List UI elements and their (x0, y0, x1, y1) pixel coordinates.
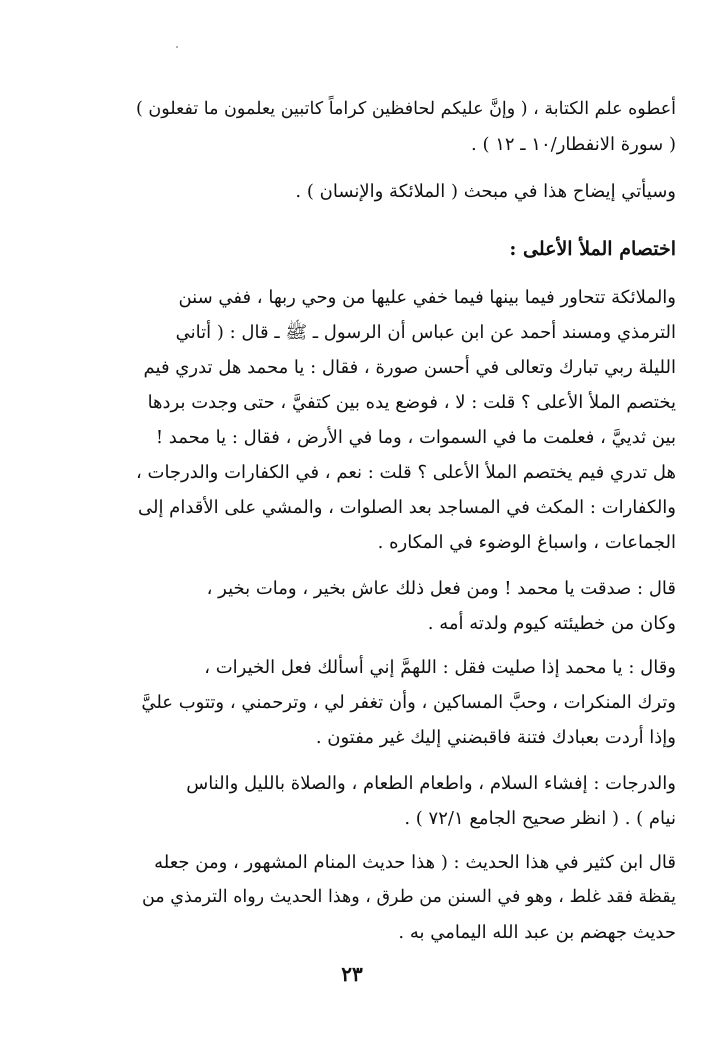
paragraph-said-truth (128, 571, 676, 641)
text-line: نيام ) . ( انظر صحيح الجامع ٧٢/١ ) . (404, 808, 676, 829)
paragraph-supplication (128, 650, 676, 755)
text-line: والدرجات : إفشاء السلام ، واطعام الطعام ، والصلاة بالليل والناس (186, 773, 676, 794)
paragraph-hadith (128, 280, 676, 560)
text-line: وكان من خطيئته كيوم ولدته أمه . (427, 613, 676, 634)
paragraph-degrees (128, 766, 676, 836)
text-line: وسيأتي إيضاح هذا في مبحث ( الملائكة والإنسان ) . (295, 181, 676, 202)
paragraph-quran-verse (128, 92, 676, 162)
text-line: ( سورة الانفطار/١٠ ـ ١٢ ) . (471, 134, 676, 155)
text-line: الليلة ربي تبارك وتعالى في أحسن صورة ، فقال : يا محمد هل تدري فيم (143, 357, 676, 378)
text-line: والملائكة تتحاور فيما بينها فيما خفي عليها من وحي ربها ، ففي سنن (178, 287, 676, 308)
text-line: الجماعات ، واسباغ الوضوء في المكاره . (377, 532, 676, 553)
text-line: أعطوه علم الكتابة ، ( وإنَّ عليكم لحافظين كراماً كاتبين يعلمون ما تفعلون ) (135, 99, 676, 119)
text-line: قال : صدقت يا محمد ! ومن فعل ذلك عاش بخير ، ومات بخير ، (206, 578, 676, 599)
page-number: ٢٣ (341, 962, 363, 986)
text-line: يختصم الملأ الأعلى ؟ قلت : لا ، فوضع يده بين كتفيَّ ، حتى وجدت بردها (147, 392, 676, 413)
text-line: الترمذي ومسند أحمد عن ابن عباس أن الرسول ـ ﷺ ـ قال : ( أتاني (175, 322, 676, 343)
text-line: يقظة فقد غلط ، وهو في السنن من طرق ، وهذا الحديث رواه الترمذي من (141, 887, 676, 907)
text-line: قال ابن كثير في هذا الحديث : ( هذا حديث المنام المشهور ، ومن جعله (154, 852, 676, 873)
text-line: حديث جهضم بن عبد الله اليمامي به . (398, 922, 676, 943)
paragraph-reference (128, 174, 676, 209)
text-line: والكفارات : المكث في المساجد بعد الصلوات ، والمشي على الأقدام إلى (137, 497, 676, 518)
section-heading: اختصام الملأ الأعلى : (509, 238, 676, 260)
paragraph-ibn-kathir (128, 845, 676, 950)
text-line: وترك المنكرات ، وحبَّ المساكين ، وأن تغفر لي ، وترحمني ، وتتوب عليَّ (141, 692, 676, 713)
text-line: بين ثدييَّ ، فعلمت ما في السموات ، وما في الأرض ، فقال : يا محمد ! (155, 427, 676, 448)
text-line: وقال : يا محمد إذا صليت فقل : اللهمَّ إني أسألك فعل الخيرات ، (204, 657, 676, 678)
text-line: وإذا أردت بعبادك فتنة فاقبضني إليك غير مفتون . (315, 727, 676, 748)
text-line: هل تدري فيم يختصم الملأ الأعلى ؟ قلت : نعم ، في الكفارات والدرجات ، (135, 462, 676, 483)
scan-speck (176, 46, 178, 48)
